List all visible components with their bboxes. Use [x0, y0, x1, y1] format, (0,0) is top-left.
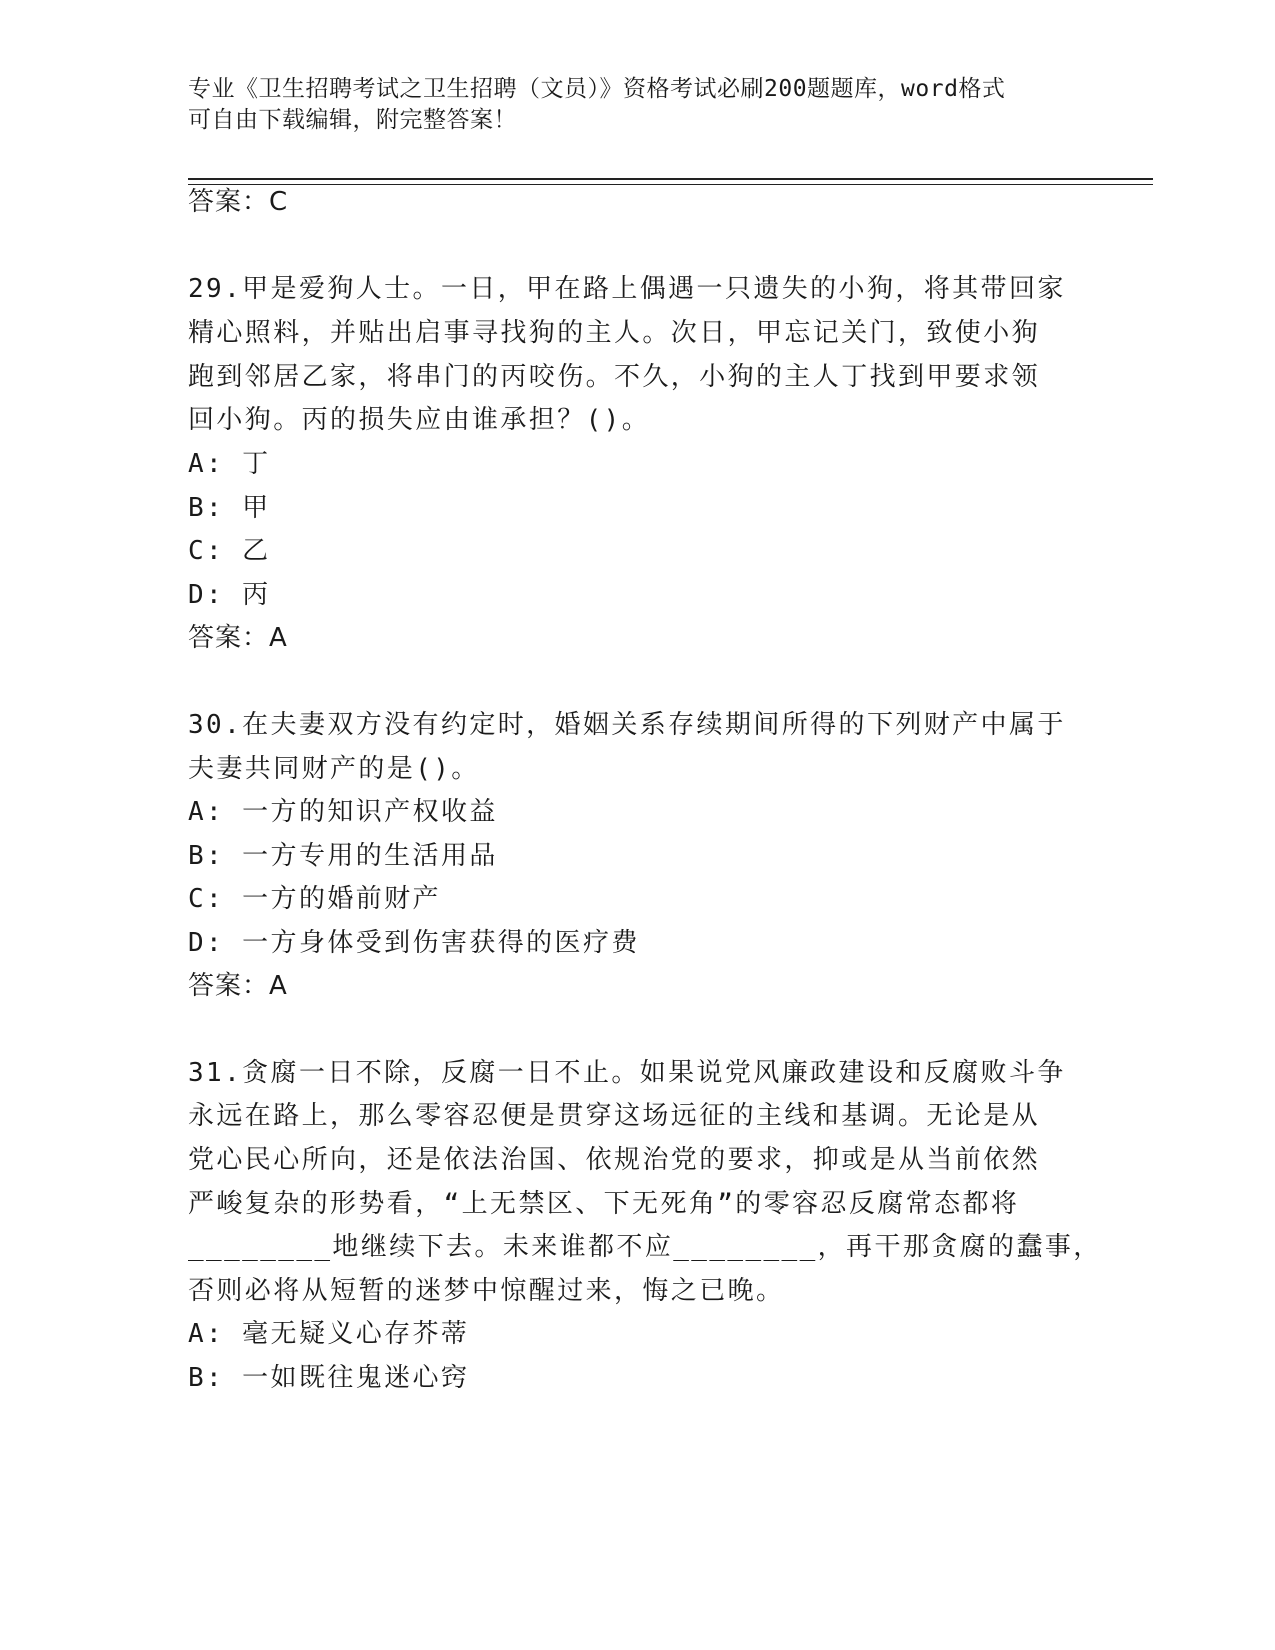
- header-line-1: 专业《卫生招聘考试之卫生招聘（文员）》资格考试必刷200题题库，word格式: [188, 76, 1006, 102]
- question-text-line: 否则必将从短暂的迷梦中惊醒过来，悔之已晚。: [188, 1276, 785, 1306]
- header-line-2: 可自由下载编辑，附完整答案！: [188, 107, 517, 133]
- answer-30: 答案：A: [188, 971, 288, 1001]
- option-c: C: 一方的婚前财产: [188, 884, 441, 914]
- question-text-line: 严峻复杂的形势看，“上无禁区、下无死角”的零容忍反腐常态都将: [188, 1189, 1020, 1219]
- option-b: B: 一如既往鬼迷心窍: [188, 1363, 470, 1393]
- question-text-line: 精心照料，并贴出启事寻找狗的主人。次日，甲忘记关门，致使小狗: [188, 318, 1041, 348]
- question-text-line: 永远在路上，那么零容忍便是贯穿这场远征的主线和基调。无论是从: [188, 1101, 1041, 1131]
- option-d: D: 一方身体受到伤害获得的医疗费: [188, 928, 640, 958]
- question-text-line: 夫妻共同财产的是()。: [188, 754, 480, 784]
- option-a: A: 丁: [188, 449, 271, 479]
- question-text-line: 跑到邻居乙家，将串门的丙咬伤。不久，小狗的主人丁找到甲要求领: [188, 362, 1041, 392]
- question-text-line: 回小狗。丙的损失应由谁承担？()。: [188, 405, 651, 435]
- question-text-line: 31.贪腐一日不除，反腐一日不止。如果说党风廉政建设和反腐败斗争: [188, 1058, 1066, 1088]
- header-divider-thin: [188, 184, 1153, 185]
- answer-29: 答案：A: [188, 623, 288, 653]
- question-text-line: 29.甲是爱狗人士。一日，甲在路上偶遇一只遗失的小狗，将其带回家: [188, 274, 1066, 304]
- option-a: A: 毫无疑义心存芥蒂: [188, 1319, 470, 1349]
- question-text-line: ________地继续下去。未来谁都不应________，再干那贪腐的蠢事，: [188, 1232, 1102, 1262]
- header-divider-thick: [188, 178, 1153, 180]
- option-a: A: 一方的知识产权收益: [188, 797, 498, 827]
- option-d: D: 丙: [188, 580, 271, 610]
- question-text-line: 党心民心所向，还是依法治国、依规治党的要求，抑或是从当前依然: [188, 1145, 1041, 1175]
- question-text-line: 30.在夫妻双方没有约定时，婚姻关系存续期间所得的下列财产中属于: [188, 710, 1066, 740]
- option-b: B: 一方专用的生活用品: [188, 841, 498, 871]
- option-b: B: 甲: [188, 493, 271, 523]
- document-header: [188, 74, 1088, 136]
- answer-previous: 答案：C: [188, 187, 289, 217]
- option-c: C: 乙: [188, 536, 271, 566]
